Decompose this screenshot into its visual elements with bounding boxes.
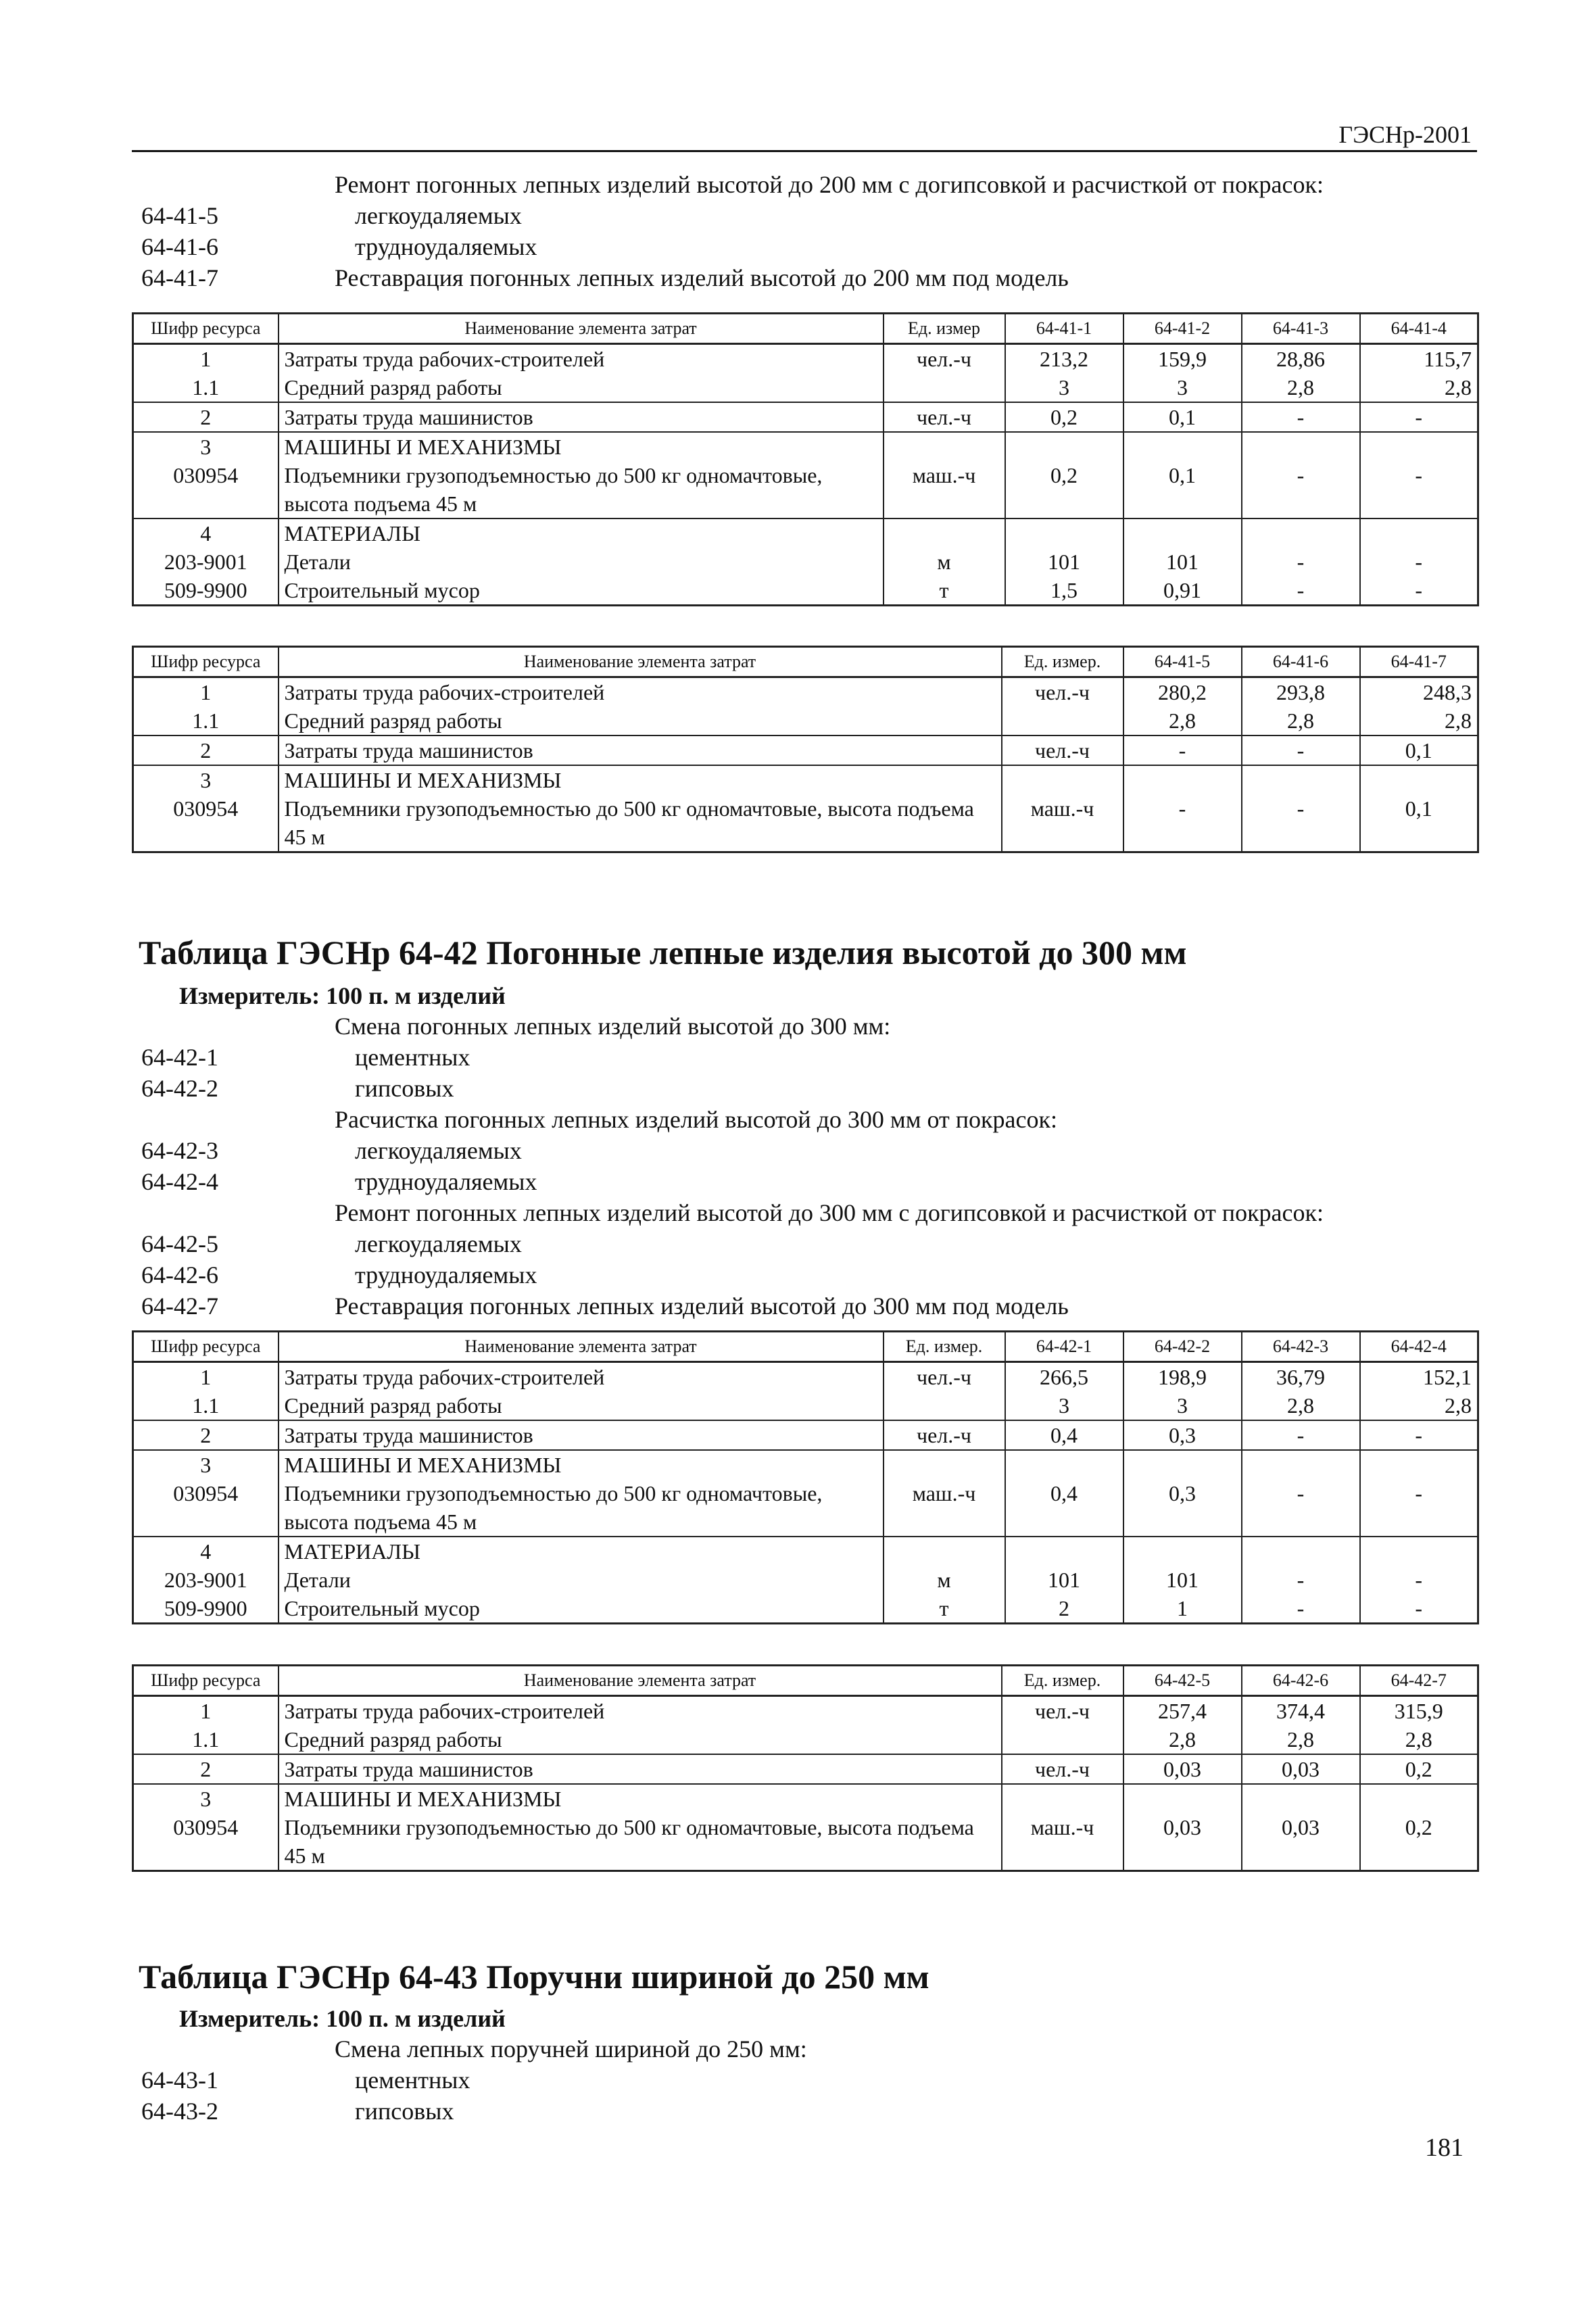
table-cell: 509-9900 (133, 1594, 279, 1624)
table-cell: 101 (1005, 1566, 1123, 1594)
table-cell: - (1242, 402, 1360, 432)
table-cell (1123, 518, 1242, 548)
table-cell: 509-9900 (133, 576, 279, 606)
table-cell: 3 (1123, 1391, 1242, 1420)
table-cell: 0,1 (1360, 735, 1478, 765)
table-cell: 2 (133, 402, 279, 432)
table-cell: - (1360, 1594, 1478, 1624)
table-row (133, 1784, 1478, 1813)
list-code: 64-42-6 (141, 1261, 218, 1288)
table-cell: 0,2 (1360, 1813, 1478, 1871)
column-header: 64-42-4 (1360, 1332, 1478, 1362)
table-row (133, 1450, 1478, 1479)
table-cell: 2 (133, 1420, 279, 1450)
list-item (132, 1042, 1477, 1073)
table-row (133, 677, 1478, 707)
table-cell: 1.1 (133, 1725, 279, 1754)
table-row (133, 1696, 1478, 1726)
column-header: 64-41-5 (1123, 647, 1242, 677)
list-code: 64-43-2 (141, 2098, 218, 2125)
list-item (132, 1197, 1477, 1228)
table-row (133, 1420, 1478, 1450)
table-cell: м (884, 1566, 1005, 1594)
column-header: Ед. измер. (1002, 1666, 1123, 1696)
column-header: Наименование элемента затрат (279, 1332, 884, 1362)
document-code: ГЭСНр-2001 (1338, 121, 1472, 148)
table-cell (884, 432, 1005, 461)
list-code: 64-42-5 (141, 1230, 218, 1257)
table-cell: 3 (133, 1450, 279, 1479)
column-header: Ед. измер (884, 314, 1005, 344)
table-cell: 3 (1123, 373, 1242, 402)
table-cell: 101 (1123, 548, 1242, 576)
list-text: цементных (355, 1044, 470, 1071)
table-cell: 030954 (133, 461, 279, 518)
list-item (132, 1259, 1477, 1290)
column-header: Шифр ресурса (133, 1332, 279, 1362)
list-item (132, 2096, 1477, 2127)
table-row (133, 548, 1478, 576)
table-cell (1242, 1537, 1360, 1566)
measure-unit-64-43: Измеритель: 100 п. м изделий (179, 2005, 506, 2032)
table-cell (1360, 765, 1478, 794)
table-cell: чел.-ч (884, 402, 1005, 432)
table-row (133, 432, 1478, 461)
table-cell: 266,5 (1005, 1362, 1123, 1392)
table-cell: МАТЕРИАЛЫ (279, 518, 884, 548)
table-cell: 2,8 (1123, 706, 1242, 735)
table-row (133, 794, 1478, 852)
column-header: 64-41-2 (1123, 314, 1242, 344)
table-cell: Строительный мусор (279, 1594, 884, 1624)
table-cell: 3 (133, 432, 279, 461)
list-text: легкоудаляемых (355, 202, 522, 229)
table-cell (1242, 1784, 1360, 1813)
column-header: 64-41-4 (1360, 314, 1478, 344)
table-cell: Подъемники грузоподъемностью до 500 кг одномачтовые, высота подъема 45 м (279, 1479, 884, 1537)
list-code: 64-42-7 (141, 1293, 218, 1320)
table-cell: маш.-ч (884, 461, 1005, 518)
list-item (132, 231, 1477, 262)
table-cell: - (1242, 794, 1360, 852)
column-header: 64-42-5 (1123, 1666, 1242, 1696)
table-cell (1242, 765, 1360, 794)
table-cell: - (1360, 402, 1478, 432)
column-header: 64-41-3 (1242, 314, 1360, 344)
table-cell: чел.-ч (884, 1362, 1005, 1392)
list-text: Ремонт погонных лепных изделий высотой до 300 мм с догипсовкой и расчисткой от покрасок: (335, 1199, 1324, 1226)
list-text: легкоудаляемых (355, 1137, 522, 1164)
table-cell: 203-9001 (133, 548, 279, 576)
document-page (132, 0, 1477, 2316)
table-cell: маш.-ч (1002, 1813, 1123, 1871)
table-cell: чел.-ч (1002, 1754, 1123, 1784)
list-item (132, 1166, 1477, 1197)
top-work-list (132, 169, 1477, 293)
list-text: Смена погонных лепных изделий высотой до 300 мм: (335, 1013, 891, 1040)
table-cell: 203-9001 (133, 1566, 279, 1594)
table-cell: Затраты труда машинистов (279, 1754, 1002, 1784)
column-header: 64-41-1 (1005, 314, 1123, 344)
table-cell: - (1242, 1479, 1360, 1537)
table-cell: - (1360, 1479, 1478, 1537)
table-cell: - (1360, 1566, 1478, 1594)
list-code: 64-42-1 (141, 1044, 218, 1071)
list-text: трудноудаляемых (355, 233, 537, 260)
table-cell (1002, 1725, 1123, 1754)
table-cell (1242, 432, 1360, 461)
column-header: 64-42-6 (1242, 1666, 1360, 1696)
table-cell: 315,9 (1360, 1696, 1478, 1726)
table-cell: 2,8 (1242, 706, 1360, 735)
table-row (133, 1813, 1478, 1871)
column-header: Наименование элемента затрат (279, 1666, 1002, 1696)
column-header: Шифр ресурса (133, 314, 279, 344)
table-cell (1005, 518, 1123, 548)
table-cell (1005, 1450, 1123, 1479)
table-cell: 2,8 (1123, 1725, 1242, 1754)
table-cell: 0,2 (1005, 402, 1123, 432)
table-cell: 159,9 (1123, 344, 1242, 374)
table-cell: 0,4 (1005, 1479, 1123, 1537)
list-code: 64-43-1 (141, 2067, 218, 2094)
table-cell: Затраты труда рабочих-строителей (279, 344, 884, 374)
list-code: 64-42-4 (141, 1168, 218, 1195)
table-cell: - (1360, 1420, 1478, 1450)
table-cell (1123, 1784, 1242, 1813)
column-header: 64-42-1 (1005, 1332, 1123, 1362)
table-cell (884, 1450, 1005, 1479)
table-cell: 2,8 (1360, 1725, 1478, 1754)
table-cell: - (1242, 1420, 1360, 1450)
table-cell: 152,1 (1360, 1362, 1478, 1392)
list-item (132, 1290, 1477, 1322)
table-cell: 1.1 (133, 1391, 279, 1420)
table-row (133, 706, 1478, 735)
table-cell: Затраты труда рабочих-строителей (279, 1362, 884, 1392)
table-cell: 1.1 (133, 706, 279, 735)
table-row (133, 735, 1478, 765)
list-text: трудноудаляемых (355, 1261, 537, 1288)
table-cell: - (1242, 735, 1360, 765)
work-list-64-43 (132, 2033, 1477, 2127)
table-cell: 248,3 (1360, 677, 1478, 707)
table-cell: Подъемники грузоподъемностью до 500 кг одномачтовые, высота подъема 45 м (279, 1813, 1002, 1871)
table-cell: 0,3 (1123, 1479, 1242, 1537)
list-text: Реставрация погонных лепных изделий высотой до 200 мм под модель (335, 264, 1069, 291)
table-cell: 101 (1123, 1566, 1242, 1594)
list-text: цементных (355, 2067, 470, 2094)
list-item (132, 2033, 1477, 2065)
table-cell: чел.-ч (884, 1420, 1005, 1450)
table-header-row (133, 314, 1478, 344)
table-cell: 280,2 (1123, 677, 1242, 707)
list-code: 64-41-6 (141, 233, 218, 260)
page-number: 181 (1425, 2133, 1464, 2162)
table-header-row (133, 1666, 1478, 1696)
table-cell: 1,5 (1005, 576, 1123, 606)
norm-table-64-42-1-4 (132, 1330, 1479, 1624)
list-text: гипсовых (355, 2098, 454, 2125)
column-header: Наименование элемента затрат (279, 314, 884, 344)
table-cell: Затраты труда рабочих-строителей (279, 677, 1002, 707)
table-cell: Затраты труда машинистов (279, 402, 884, 432)
table-cell: 3 (1005, 373, 1123, 402)
table-cell: 1 (133, 1696, 279, 1726)
table-cell: - (1242, 548, 1360, 576)
table-cell: - (1123, 735, 1242, 765)
table-cell (884, 1537, 1005, 1566)
table-cell: МАШИНЫ И МЕХАНИЗМЫ (279, 1784, 1002, 1813)
table-cell: МАШИНЫ И МЕХАНИЗМЫ (279, 765, 1002, 794)
table-cell: 2 (1005, 1594, 1123, 1624)
table-row (133, 1754, 1478, 1784)
table-cell: Средний разряд работы (279, 1725, 1002, 1754)
table-cell: чел.-ч (1002, 677, 1123, 707)
table-row (133, 1566, 1478, 1594)
list-text: легкоудаляемых (355, 1230, 522, 1257)
table-cell (1005, 432, 1123, 461)
list-code: 64-42-2 (141, 1075, 218, 1102)
table-cell: Затраты труда рабочих-строителей (279, 1696, 1002, 1726)
list-code: 64-41-5 (141, 202, 218, 229)
table-cell: 0,1 (1123, 402, 1242, 432)
table-row (133, 1362, 1478, 1392)
list-item (132, 1073, 1477, 1104)
table-cell: чел.-ч (1002, 1696, 1123, 1726)
list-item (132, 200, 1477, 231)
table-cell: МАТЕРИАЛЫ (279, 1537, 884, 1566)
table-row (133, 1391, 1478, 1420)
table-cell (1360, 432, 1478, 461)
table-cell (1005, 1537, 1123, 1566)
table-cell: 0,03 (1123, 1754, 1242, 1784)
table-cell: 0,2 (1360, 1754, 1478, 1784)
table-row (133, 1479, 1478, 1537)
list-text: Ремонт погонных лепных изделий высотой до 200 мм с догипсовкой и расчисткой от покрасок: (335, 171, 1324, 198)
table-row (133, 373, 1478, 402)
table-cell: 0,1 (1360, 794, 1478, 852)
table-cell (1123, 1537, 1242, 1566)
table-cell: м (884, 548, 1005, 576)
table-cell: Средний разряд работы (279, 1391, 884, 1420)
list-code: 64-42-3 (141, 1137, 218, 1164)
table-cell (1002, 706, 1123, 735)
table-header-row (133, 1332, 1478, 1362)
table-cell (1002, 1784, 1123, 1813)
table-cell: маш.-ч (884, 1479, 1005, 1537)
table-cell: 2,8 (1242, 1391, 1360, 1420)
table-cell: 2,8 (1360, 706, 1478, 735)
table-cell: - (1242, 1594, 1360, 1624)
norm-table-64-41-1-4 (132, 312, 1479, 606)
list-item (132, 2065, 1477, 2096)
table-cell: - (1242, 461, 1360, 518)
table-cell: Средний разряд работы (279, 706, 1002, 735)
norm-table-64-42-5-7 (132, 1664, 1479, 1872)
table-cell: 1 (133, 677, 279, 707)
table-row (133, 518, 1478, 548)
list-item (132, 1104, 1477, 1135)
table-cell (884, 1391, 1005, 1420)
table-cell: т (884, 576, 1005, 606)
table-cell: 0,3 (1123, 1420, 1242, 1450)
table-cell: 1 (1123, 1594, 1242, 1624)
table-cell: 2 (133, 1754, 279, 1784)
list-item (132, 1011, 1477, 1042)
table-header-row (133, 647, 1478, 677)
table-cell: Средний разряд работы (279, 373, 884, 402)
table-cell: 030954 (133, 1813, 279, 1871)
table-cell: маш.-ч (1002, 794, 1123, 852)
table-cell: МАШИНЫ И МЕХАНИЗМЫ (279, 432, 884, 461)
table-row (133, 461, 1478, 518)
table-cell: 030954 (133, 794, 279, 852)
table-cell: 198,9 (1123, 1362, 1242, 1392)
measure-unit-64-42: Измеритель: 100 п. м изделий (179, 982, 506, 1009)
table-title-64-43: Таблица ГЭСНр 64-43 Поручни шириной до 250 мм (139, 1958, 929, 1996)
table-cell (1242, 1450, 1360, 1479)
table-cell: 030954 (133, 1479, 279, 1537)
table-cell: 2 (133, 735, 279, 765)
table-cell: Строительный мусор (279, 576, 884, 606)
table-cell: 3 (133, 765, 279, 794)
table-cell (1002, 765, 1123, 794)
table-row (133, 1594, 1478, 1624)
table-cell: 2,8 (1360, 1391, 1478, 1420)
list-text: Смена лепных поручней шириной до 250 мм: (335, 2035, 807, 2062)
column-header: 64-42-7 (1360, 1666, 1478, 1696)
table-cell: чел.-ч (884, 344, 1005, 374)
table-row (133, 765, 1478, 794)
table-cell: 1 (133, 344, 279, 374)
table-cell: 36,79 (1242, 1362, 1360, 1392)
table-cell: - (1360, 548, 1478, 576)
table-cell: 374,4 (1242, 1696, 1360, 1726)
column-header: 64-42-3 (1242, 1332, 1360, 1362)
table-cell: 0,03 (1242, 1754, 1360, 1784)
table-cell: чел.-ч (1002, 735, 1123, 765)
table-cell: 28,86 (1242, 344, 1360, 374)
list-item (132, 169, 1477, 200)
table-cell: 2,8 (1242, 373, 1360, 402)
list-text: Реставрация погонных лепных изделий высотой до 300 мм под модель (335, 1293, 1069, 1320)
table-cell: 0,03 (1123, 1813, 1242, 1871)
table-cell (884, 373, 1005, 402)
table-cell: 3 (1005, 1391, 1123, 1420)
table-cell (1123, 432, 1242, 461)
column-header: Ед. измер. (884, 1332, 1005, 1362)
table-title-64-42: Таблица ГЭСНр 64-42 Погонные лепные изделия высотой до 300 мм (139, 934, 1187, 971)
table-cell: 2,8 (1360, 373, 1478, 402)
table-cell: 115,7 (1360, 344, 1478, 374)
list-text: трудноудаляемых (355, 1168, 537, 1195)
table-cell: - (1360, 576, 1478, 606)
running-header (132, 115, 1477, 152)
list-text: гипсовых (355, 1075, 454, 1102)
list-text: Расчистка погонных лепных изделий высотой до 300 мм от покрасок: (335, 1106, 1057, 1133)
table-cell: т (884, 1594, 1005, 1624)
table-cell: 0,1 (1123, 461, 1242, 518)
table-row (133, 1537, 1478, 1566)
column-header: 64-41-6 (1242, 647, 1360, 677)
table-row (133, 402, 1478, 432)
table-cell: 293,8 (1242, 677, 1360, 707)
table-cell: 0,2 (1005, 461, 1123, 518)
column-header: 64-42-2 (1123, 1332, 1242, 1362)
table-cell: Подъемники грузоподъемностью до 500 кг одномачтовые, высота подъема 45 м (279, 461, 884, 518)
list-item (132, 1135, 1477, 1166)
table-cell: 1 (133, 1362, 279, 1392)
table-cell: Подъемники грузоподъемностью до 500 кг одномачтовые, высота подъема 45 м (279, 794, 1002, 852)
table-row (133, 344, 1478, 374)
table-cell (1360, 1537, 1478, 1566)
table-cell: 213,2 (1005, 344, 1123, 374)
table-cell: Детали (279, 548, 884, 576)
table-cell (1242, 518, 1360, 548)
table-cell: 0,91 (1123, 576, 1242, 606)
norm-table-64-41-5-7 (132, 646, 1479, 853)
table-cell: 3 (133, 1784, 279, 1813)
table-cell (1123, 1450, 1242, 1479)
table-cell: - (1123, 794, 1242, 852)
column-header: 64-41-7 (1360, 647, 1478, 677)
table-cell: Затраты труда машинистов (279, 1420, 884, 1450)
table-cell: 4 (133, 1537, 279, 1566)
list-code: 64-41-7 (141, 264, 218, 291)
table-cell: Затраты труда машинистов (279, 735, 1002, 765)
table-cell: 4 (133, 518, 279, 548)
table-cell (1360, 518, 1478, 548)
table-cell (1123, 765, 1242, 794)
table-cell: - (1360, 461, 1478, 518)
work-list-64-42 (132, 1011, 1477, 1322)
table-cell (1360, 1450, 1478, 1479)
table-row (133, 576, 1478, 606)
column-header: Шифр ресурса (133, 1666, 279, 1696)
table-cell: - (1242, 1566, 1360, 1594)
table-cell: 1.1 (133, 373, 279, 402)
table-cell: 0,03 (1242, 1813, 1360, 1871)
table-cell: МАШИНЫ И МЕХАНИЗМЫ (279, 1450, 884, 1479)
table-row (133, 1725, 1478, 1754)
table-cell: 2,8 (1242, 1725, 1360, 1754)
list-item (132, 1228, 1477, 1259)
table-cell: 101 (1005, 548, 1123, 576)
table-cell: - (1242, 576, 1360, 606)
table-cell (1360, 1784, 1478, 1813)
table-cell: Детали (279, 1566, 884, 1594)
table-cell (884, 518, 1005, 548)
list-item (132, 262, 1477, 293)
column-header: Наименование элемента затрат (279, 647, 1002, 677)
column-header: Шифр ресурса (133, 647, 279, 677)
table-cell: 257,4 (1123, 1696, 1242, 1726)
column-header: Ед. измер. (1002, 647, 1123, 677)
table-cell: 0,4 (1005, 1420, 1123, 1450)
